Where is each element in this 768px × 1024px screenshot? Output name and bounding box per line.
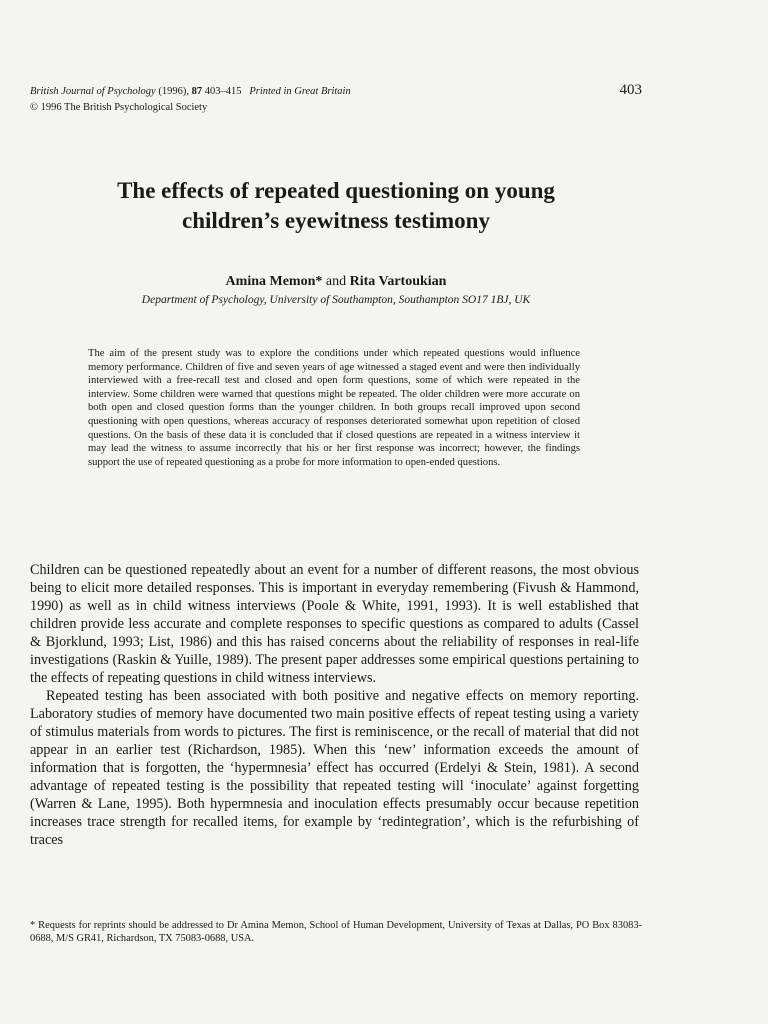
author-2: Rita Vartoukian [349, 274, 447, 289]
journal-name: British Journal of Psychology [30, 86, 156, 97]
paragraph-2: Repeated testing has been associated with both positive and negative effects on memory reporting. Laboratory studies of memory have documented two main positive effects of repeat testing using a variety of stimulus materials from words to pictures. The first is reminiscence, or the recall of material that did not appear in an earlier test (Richardson, 1985). When this ‘new’ information exceeds the amount of information that is forgotten, the ‘hypermnesia’ effect has occurred (Erdelyi & Stein, 1981). A second advantage of repeated testing is the possibility that repeated testing will ‘inoculate’ against forgetting (Warren & Lane, 1995). Both hypermnesia and inoculation effects presumably occur because repetition increases trace strength for recalled items, for example by ‘redintegration’, which is the refurbishing of traces [30, 688, 639, 848]
running-header [30, 84, 642, 116]
author-1: Amina Memon* [225, 274, 323, 289]
journal-year: (1996), [158, 86, 189, 97]
title-line-2: children’s eyewitness testimony [182, 208, 490, 233]
journal-citation [30, 84, 642, 100]
printed-in: Printed in Great Britain [249, 86, 351, 97]
copyright-line: © 1996 The British Psychological Society [30, 102, 208, 113]
paragraph-1: Children can be questioned repeatedly about an event for a number of different reasons, the most obvious being to elicit more detailed responses. This is important in everyday remembering (Fivush & Hammond, 1990) as well as in child witness interviews (Poole & White, 1991, 1993). It is well established that children provide less accurate and complete responses to specific questions as compared to adults (Cassel & Bjorklund, 1993; List, 1986) and this has raised concerns about the reliability of responses in real-life investigations (Raskin & Yuille, 1989). The present paper addresses some empirical questions pertaining to the effects of repeating questions in child witness interviews. [30, 562, 639, 686]
affiliation: Department of Psychology, University of Southampton, Southampton SO17 1BJ, UK [141, 294, 531, 306]
footnote: * Requests for reprints should be addressed to Dr Amina Memon, School of Human Development, University of Texas at Dallas, PO Box 83083-0688, M/S GR41, Richardson, TX 75083-0688, USA. [30, 920, 642, 945]
journal-volume: 87 [191, 86, 203, 97]
abstract: The aim of the present study was to explore the conditions under which repeated questions would influence memory performance. Children of five and seven years of age witnessed a staged event and were then individually interviewed with a free-recall test and closed and open form questions, some of which were repeated in the interview. Some children were warned that questions might be repeated. The older children were more accurate on both open and closed question forms than the younger children. In both groups recall improved upon second questioning with open questions, whereas accuracy of responses deteriorated somewhat upon repetition of closed questions. On the basis of these data it is concluded that if closed questions are repeated in a witness interview it may lead the witness to assume incorrectly that his or her first response was incorrect; however, the findings support the use of repeated questioning as a probe for more information to open-ended questions. [88, 348, 580, 468]
body-text [30, 561, 639, 849]
page-number: 403 [619, 82, 642, 98]
author-conjunction: and [322, 274, 350, 289]
article-title [30, 176, 642, 236]
journal-pages: 403–415 [204, 86, 242, 97]
title-line-1: The effects of repeated questioning on young [117, 178, 555, 203]
author-line [30, 274, 642, 290]
